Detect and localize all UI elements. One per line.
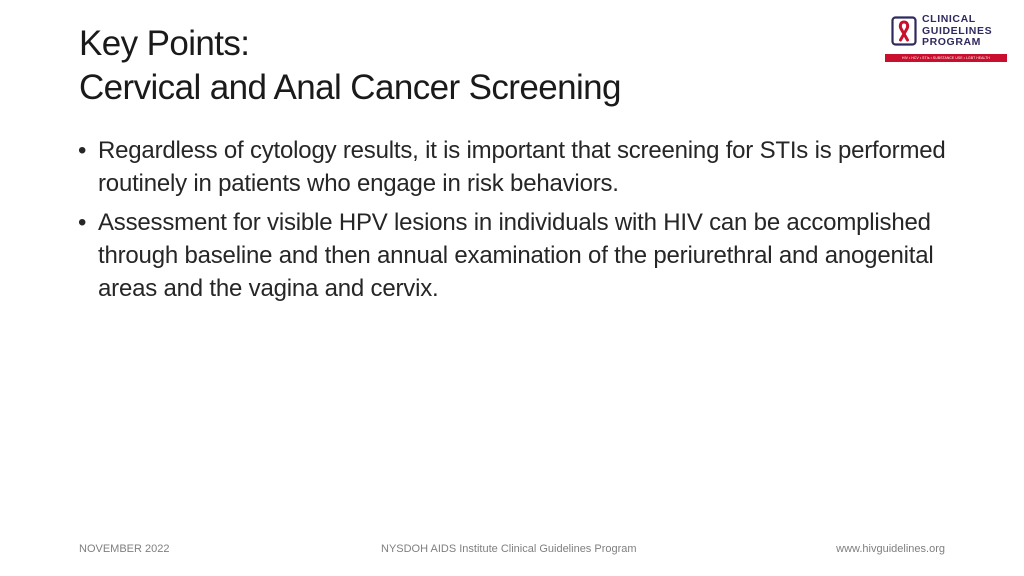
logo-tagline: HIV • HCV • STIs • SUBSTANCE USE • LGBT HEALTH [885,54,1007,62]
bullet-text: Assessment for visible HPV lesions in individuals with HIV can be accomplished through baseline and then annual examination of the periurethral and anogenital areas and the vagina and cervix. [98,209,934,302]
footer-date: NOVEMBER 2022 [79,543,170,555]
bullet-marker: • [78,209,87,236]
red-ribbon-icon [891,16,917,46]
clinical-guidelines-program-logo [884,13,1008,65]
logo-line-3: PROGRAM [922,36,982,48]
logo-wordmark [922,14,992,49]
slide-title-line-1: Key Points: [79,24,250,63]
bullet-text: Regardless of cytology results, it is important that screening for STIs is performed routinely in patients who engage in risk behaviors. [98,137,946,197]
logo-line-2: GUIDELINES [922,24,993,37]
slide-title-line-2: Cervical and Anal Cancer Screening [79,68,621,107]
slide-title [79,22,621,110]
bullet-marker: • [78,137,87,164]
bullet-list [76,134,956,311]
footer-url: www.hivguidelines.org [836,543,945,555]
bullet-item [76,206,956,305]
logo-line-1: CLINICAL [922,13,976,25]
bullet-item [76,134,956,200]
footer-program-name: NYSDOH AIDS Institute Clinical Guidelines Program [381,543,637,555]
